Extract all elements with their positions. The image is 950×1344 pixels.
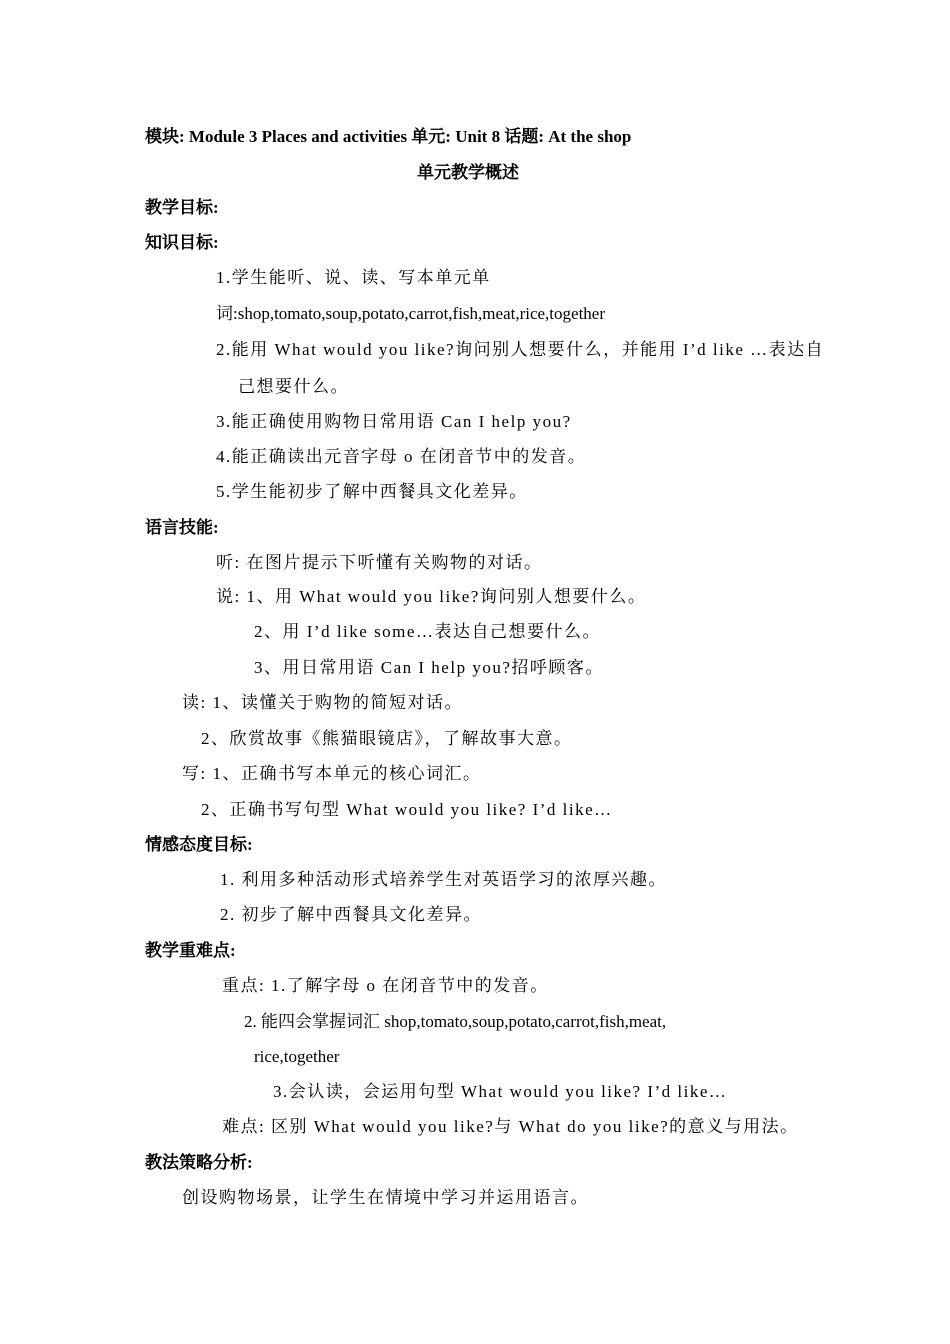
language-item: 说: 1、用 What would you like?询问别人想要什么。 [216,587,647,606]
key-points-heading: 教学重难点: [145,941,236,960]
knowledge-item: 己想要什么。 [238,377,349,396]
language-item: 写: 1、正确书写本单元的核心词汇。 [182,764,482,783]
knowledge-item: 5.学生能初步了解中西餐具文化差异。 [216,482,528,501]
language-skills-heading: 语言技能: [145,518,219,537]
key-point-item: 2. 能四会掌握词汇 shop,tomato,soup,potato,carrot,fish,meat, [244,1012,667,1031]
language-item: 2、欣赏故事《熊猫眼镜店》，了解故事大意。 [201,729,573,748]
knowledge-item: 1.学生能听、说、读、写本单元单 [216,268,491,287]
unit-overview-title: 单元教学概述 [417,163,519,182]
language-item: 3、用日常用语 Can I help you?招呼顾客。 [254,658,604,677]
language-item: 听: 在图片提示下听懂有关购物的对话。 [216,553,543,572]
knowledge-item: 2.能用 What would you like?询问别人想要什么，并能用 I’d like …表达自 [216,340,825,359]
knowledge-item: 3.能正确使用购物日常用语 Can I help you? [216,412,572,431]
teaching-strategy-heading: 教法策略分析: [145,1153,253,1172]
knowledge-goals-heading: 知识目标: [145,233,219,252]
teaching-goals-heading: 教学目标: [145,198,219,217]
key-point-item: rice,together [254,1047,340,1066]
language-item: 读: 1、读懂关于购物的简短对话。 [182,693,463,712]
knowledge-item: 4.能正确读出元音字母 o 在闭音节中的发音。 [216,447,587,466]
attitude-item: 1. 利用多种活动形式培养学生对英语学习的浓厚兴趣。 [220,870,667,889]
knowledge-item: 词:shop,tomato,soup,potato,carrot,fish,meat,rice,together [216,304,606,323]
module-title-line: 模块: Module 3 Places and activities 单元: Unit 8 话题: At the shop [145,127,632,146]
language-item: 2、用 I’d like some…表达自己想要什么。 [254,622,601,641]
language-item: 2、正确书写句型 What would you like? I’d like… [201,800,613,819]
attitude-goals-heading: 情感态度目标: [145,835,253,854]
key-point-item: 重点: 1.了解字母 o 在闭音节中的发音。 [222,976,549,995]
key-point-item: 难点: 区别 What would you like?与 What do you like?的意义与用法。 [222,1117,799,1136]
key-point-item: 3.会认读，会运用句型 What would you like? I’d like… [273,1082,728,1101]
strategy-item: 创设购物场景，让学生在情境中学习并运用语言。 [182,1188,589,1207]
attitude-item: 2. 初步了解中西餐具文化差异。 [220,905,482,924]
